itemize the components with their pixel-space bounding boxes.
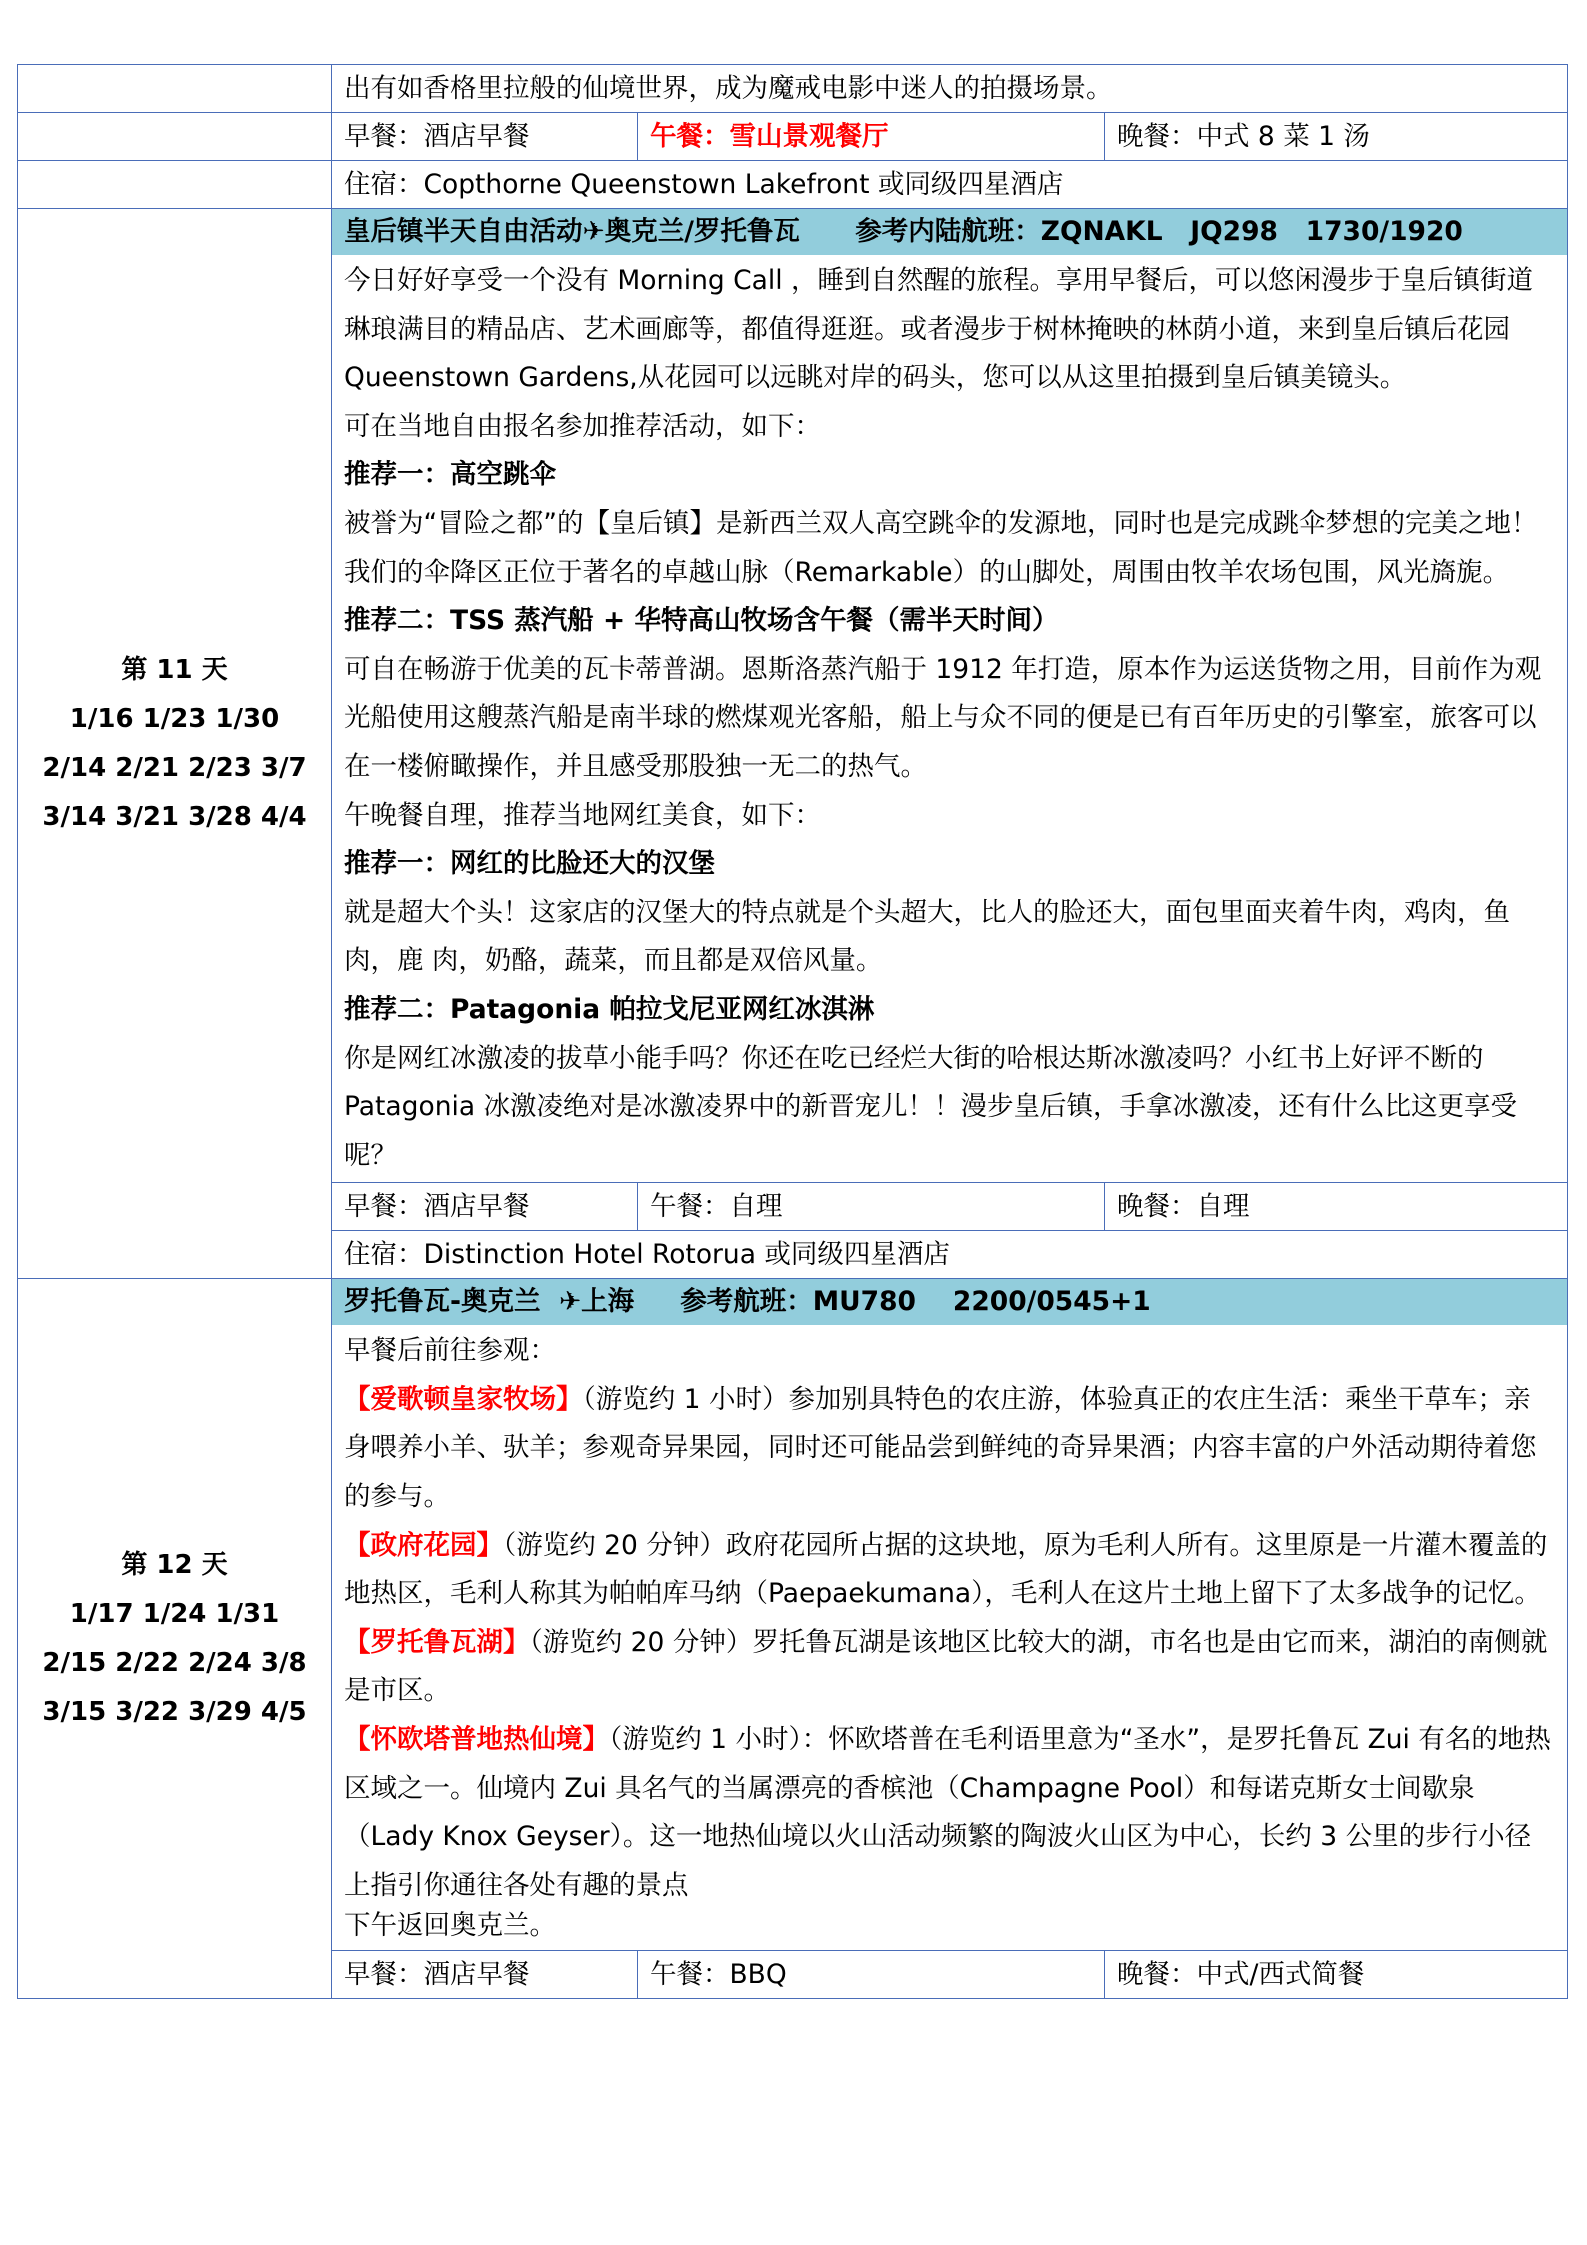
food-text: 就是超大个头！这家店的汉堡大的特点就是个头超大，比人的脸还大，面包里面夹着牛肉，鸡肉，鱼肉，鹿 肉，奶酪，蔬菜，而且都是双倍风量。 [344,896,1510,977]
date-line: 2/14 2/21 2/23 3/7 [42,752,307,783]
food-title: 推荐一：网红的比脸还大的汉堡 [344,848,715,880]
breakfast: 早餐：酒店早餐 [332,1951,638,1998]
itinerary-page [17,64,1568,1999]
intro-text: 早餐后前往参观： [344,1335,556,1367]
breakfast: 早餐：酒店早餐 [332,1183,638,1230]
outro-text: 下午返回奥克兰。 [344,1910,556,1942]
dinner: 晚餐：自理 [1117,1191,1250,1223]
day12-label-cell [18,1279,332,1999]
recommendation-text: 可自在畅游于优美的瓦卡蒂普湖。恩斯洛蒸汽船于 1912 年打造，原本作为运送货物之用，目前作为观光船使用这艘蒸汽船是南半球的燃煤观光客船，船上与众不同的便是已有百年历史的引擎室，旅客可以在一楼俯瞰操作，并且感受那股独一无二的热气。 [344,653,1542,782]
prev-day-meals [332,113,1567,160]
day11-meals [332,1183,1567,1230]
activities-intro: 可在当地自由报名参加推荐活动，如下： [344,410,821,442]
sight-text: （游览约 20 分钟）罗托鲁瓦湖是该地区比较大的湖，市名也是由它而来，湖泊的南侧就是市区。 [344,1626,1548,1707]
food-text: 你是网红冰激凌的拔草小能手吗？你还在吃已经烂大街的哈根达斯冰激凌吗？小红书上好评不断的 Patagonia 冰激凌绝对是冰激凌界中的新晋宠儿！！漫步皇后镇，手拿冰激凌，还有什么比这更享受呢？ [344,1042,1518,1171]
sight-paragraph [344,1376,1555,1522]
date-line: 2/15 2/22 2/24 3/8 [42,1647,307,1678]
sight-name: 【政府花园】 [344,1529,503,1561]
recommendation-title: 推荐一：高空跳伞 [344,459,556,491]
day11-header: 皇后镇半天自由活动✈奥克兰/罗托鲁瓦 参考内陆航班：ZQNAKL JQ298 1730/1920 [332,209,1567,255]
date-line: 3/14 3/21 3/28 4/4 [42,801,307,832]
dinner: 晚餐：中式 8 菜 1 汤 [1117,121,1370,152]
dinner: 晚餐：中式/西式简餐 [1117,1959,1365,1991]
itinerary-table [17,64,1568,1999]
day11-row [18,209,1568,1183]
lunch: 午餐：BBQ [638,1951,1105,1998]
day-title: 第 11 天 [121,654,228,685]
date-line: 1/17 1/24 1/31 [69,1598,280,1629]
lunch: 午餐：自理 [638,1183,1105,1230]
date-line: 3/15 3/22 3/29 4/5 [42,1696,307,1727]
food-intro: 午晚餐自理，推荐当地网红美食，如下： [344,799,821,831]
lunch-highlight: 午餐：雪山景观餐厅 [638,113,1105,160]
sight-text: （游览约 1 小时）参加别具特色的农庄游，体验真正的农庄生活：乘坐干草车；亲身喂养小羊、驮羊；参观奇异果园，同时还可能品尝到鲜纯的奇异果酒；内容丰富的户外活动期待着您的参与。 [344,1383,1537,1513]
day11-body [332,255,1567,1182]
sight-name: 【罗托鲁瓦湖】 [344,1626,530,1658]
day12-meals [332,1951,1567,1998]
recommendation-text: 被誉为“冒险之都”的【皇后镇】是新西兰双人高空跳伞的发源地，同时也是完成跳伞梦想的完美之地！我们的伞降区正位于著名的卓越山脉（Remarkable）的山脚处，周围由牧羊农场包围，风光旖旎。 [344,507,1538,588]
prev-day-lodging: 住宿：Copthorne Queenstown Lakefront 或同级四星酒店 [344,169,1064,200]
sight-paragraph [344,1619,1555,1716]
intro-text: 今日好好享受一个没有 Morning Call ，睡到自然醒的旅程。享用早餐后，可以悠闲漫步于皇后镇街道琳琅满目的精品店、艺术画廊等，都值得逛逛。或者漫步于树林掩映的林荫小道，来到皇后镇后花园 Queenstown Gardens,从花园可以远眺对岸的码头，您可以从这里拍摄到皇后镇美镜头。 [344,265,1534,394]
date-line: 1/16 1/23 1/30 [69,703,280,734]
food-title: 推荐二：Patagonia 帕拉戈尼亚网红冰淇淋 [344,993,875,1025]
day11-lodging: 住宿：Distinction Hotel Rotorua 或同级四星酒店 [344,1239,950,1271]
recommendation-title: 推荐二：TSS 蒸汽船 + 华特高山牧场含午餐（需半天时间） [344,605,1059,637]
prev-day-cell [18,65,332,113]
prev-day-text: 出有如香格里拉般的仙境世界，成为魔戒电影中迷人的拍摄场景。 [344,73,1113,104]
day12-body [332,1325,1567,1950]
prev-day-row [18,65,1568,113]
sight-text: （游览约 20 分钟）政府花园所占据的这块地，原为毛利人所有。这里原是一片灌木覆盖的地热区，毛利人称其为帕帕库马纳（Paepaekumana），毛利人在这片土地上留下了太多战争的记忆。 [344,1529,1548,1610]
breakfast: 早餐：酒店早餐 [332,113,638,160]
sight-name: 【怀欧塔普地热仙境】 [344,1724,609,1756]
sight-paragraph [344,1522,1555,1619]
day11-label-cell [18,209,332,1279]
sight-text: （游览约 1 小时）：怀欧塔普在毛利语里意为“圣水”，是罗托鲁瓦 Zui 有名的地热区域之一。仙境内 Zui 具名气的当属漂亮的香槟池（Champagne Pool）和每诺克斯女士间歇泉（Lady Knox Geyser）。这一地热仙境以火山活动频繁的陶波火山区为中心，长约 3 公里的步行小径上指引你通往各处有趣的景点 [344,1724,1551,1901]
day-title: 第 12 天 [121,1549,228,1580]
day12-row [18,1279,1568,1951]
sight-paragraph [344,1716,1555,1910]
sight-name: 【爱歌顿皇家牧场】 [344,1383,583,1415]
day12-header: 罗托鲁瓦-奥克兰 ✈上海 参考航班：MU780 2200/0545+1 [332,1279,1567,1325]
